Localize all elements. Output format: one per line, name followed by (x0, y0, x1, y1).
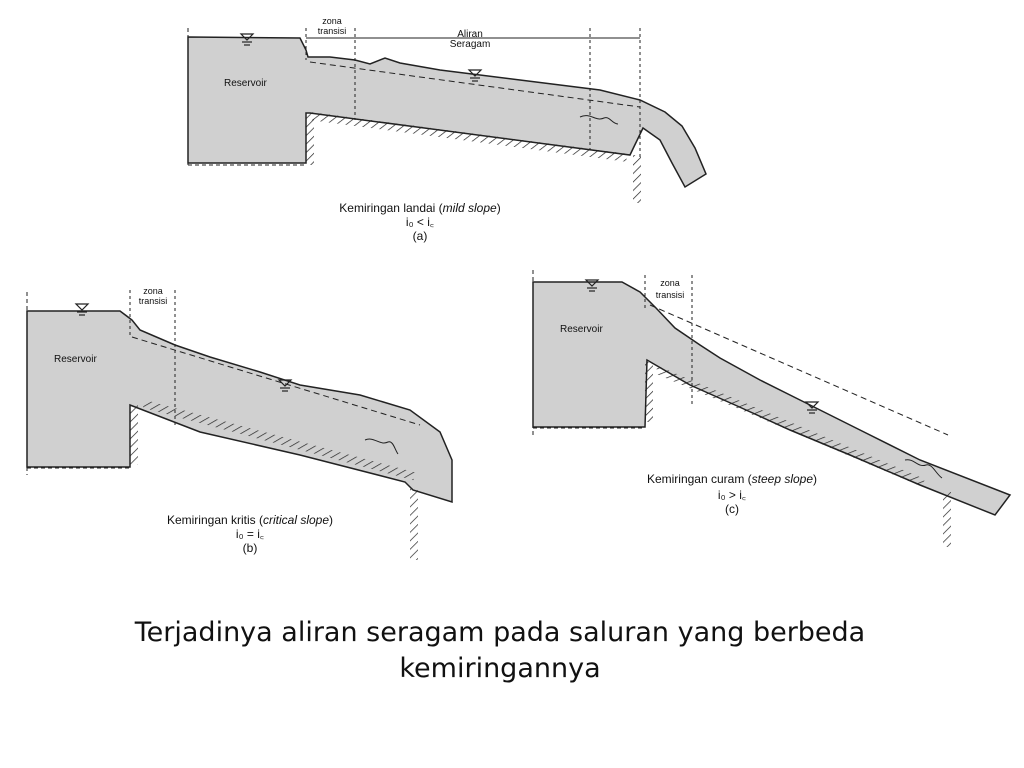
zona-label-c2: transisi (655, 290, 685, 300)
wall-hatch-b (130, 405, 138, 465)
reservoir-label-a: Reservoir (224, 78, 267, 89)
caption-line-1: Terjadinya aliran seragam pada saluran yang berbeda (134, 617, 866, 648)
diagram-steep-slope (533, 270, 1010, 547)
relation-b: i₀ = i꜀ (235, 527, 265, 541)
reservoir-label-b: Reservoir (54, 354, 97, 365)
outlet-hatch-a (633, 155, 641, 203)
caption-a: Kemiringan landai (mild slope) (339, 201, 501, 215)
diagram-mild-slope (188, 16, 706, 243)
zona-label-b2: transisi (138, 296, 168, 306)
diagram-critical-slope (27, 286, 452, 560)
zona-label-a1: zona (322, 16, 342, 26)
aliran-label-a2: Seragam (449, 39, 491, 50)
caption-c: Kemiringan curam (steep slope) (646, 472, 818, 486)
letter-a: (a) (412, 229, 428, 243)
wall-hatch-a (306, 115, 314, 165)
channel-bed-hatch-c (655, 366, 925, 487)
letter-c: (c) (725, 502, 739, 516)
aliran-label-a1: Aliran (457, 29, 483, 40)
relation-a: i₀ < i꜀ (405, 215, 435, 229)
wall-hatch-c (645, 362, 653, 422)
zona-label-c1: zona (660, 278, 680, 288)
caption-line-2: kemiringannya (399, 653, 601, 684)
zona-label-b1: zona (143, 286, 163, 296)
zona-label-a2: transisi (317, 26, 347, 36)
letter-b: (b) (242, 541, 258, 555)
reservoir-label-c: Reservoir (560, 324, 603, 335)
outlet-hatch-b (410, 488, 418, 560)
slide-caption (0, 615, 1000, 687)
outlet-hatch-c (943, 492, 951, 547)
caption-b: Kemiringan kritis (critical slope) (166, 513, 334, 527)
relation-c: i₀ > i꜀ (717, 488, 747, 502)
